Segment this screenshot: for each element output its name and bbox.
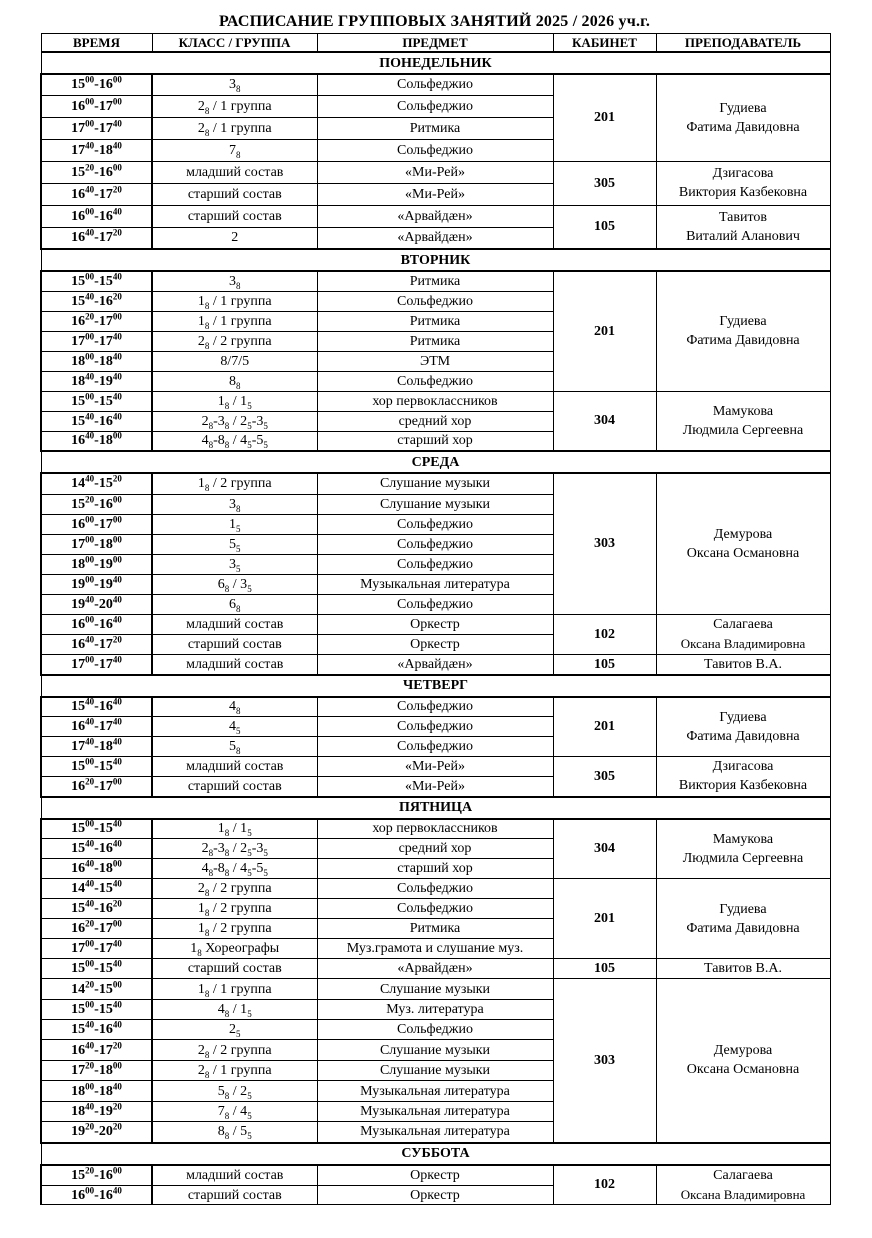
time-cell: $17^{20}-18^{00}$	[41, 1061, 152, 1081]
table-row	[41, 959, 830, 979]
time-cell: $15^{00}-15^{40}$	[41, 391, 152, 411]
time-cell: $15^{40}-16^{20}$	[41, 899, 152, 919]
subject-cell: Музыкальная литература	[317, 1122, 553, 1143]
group-cell: $2_8 / 1$ группа	[152, 1061, 317, 1081]
day-row	[41, 451, 830, 473]
time-cell: $14^{40}-15^{40}$	[41, 879, 152, 899]
subject-cell: Музыкальная литература	[317, 574, 553, 594]
teacher-name-line: Демурова	[713, 1043, 773, 1059]
teacher-name-line: Мамукова	[712, 831, 774, 847]
table-row	[41, 879, 830, 899]
page-title: РАСПИСАНИЕ ГРУППОВЫХ ЗАНЯТИЙ 2025 / 2026 уч.г.	[218, 13, 651, 30]
subject-cell: Сольфеджио	[317, 74, 553, 95]
teacher-name-line: Людмила Сергеевна	[682, 850, 804, 866]
teacher-cell	[656, 271, 830, 391]
room-cell: 304	[553, 819, 656, 879]
header-teacher: ПРЕПОДАВАТЕЛЬ	[656, 34, 830, 53]
table-row	[41, 473, 830, 494]
time-cell: $18^{40}-19^{20}$	[41, 1102, 152, 1122]
group-cell: $2_8 / 1$ группа	[152, 95, 317, 117]
table-row	[41, 205, 830, 227]
subject-cell: Слушание музыки	[317, 979, 553, 1000]
time-cell: $18^{40}-19^{40}$	[41, 371, 152, 391]
teacher-name-line: Гудиева	[719, 314, 767, 330]
group-cell: старший состав	[152, 1186, 317, 1205]
room-cell: 303	[553, 473, 656, 614]
teacher-name-line: Виталий Аланович	[686, 228, 800, 244]
subject-cell: Сольфеджио	[317, 371, 553, 391]
subject-cell: Сольфеджио	[317, 899, 553, 919]
group-cell: $1_5$	[152, 514, 317, 534]
subject-cell: средний хор	[317, 839, 553, 859]
subject-cell: Сольфеджио	[317, 139, 553, 161]
time-cell: $15^{20}-16^{00}$	[41, 161, 152, 183]
group-cell: $4_8-8_8 / 4_5-5_5$	[152, 859, 317, 879]
table-row	[41, 1165, 830, 1186]
subject-cell: средний хор	[317, 411, 553, 431]
room-cell: 201	[553, 879, 656, 959]
time-cell: $16^{20}-17^{00}$	[41, 777, 152, 797]
group-cell: $4_8-8_8 / 4_5-5_5$	[152, 431, 317, 451]
group-cell: $1_8 / 1$ группа	[152, 291, 317, 311]
time-cell: $16^{00}-16^{40}$	[41, 1186, 152, 1205]
subject-cell: старший хор	[317, 859, 553, 879]
group-cell: младший состав	[152, 1165, 317, 1186]
table-row	[41, 654, 830, 675]
teacher-name-line: Тавитов	[718, 209, 768, 225]
time-cell: $18^{00}-19^{00}$	[41, 554, 152, 574]
time-cell: $16^{40}-17^{20}$	[41, 634, 152, 654]
group-cell: $7_8$	[152, 139, 317, 161]
subject-cell: Слушание музыки	[317, 1061, 553, 1081]
group-cell: $4_8$	[152, 697, 317, 717]
time-cell: $16^{40}-18^{00}$	[41, 431, 152, 451]
time-cell: $17^{00}-18^{00}$	[41, 534, 152, 554]
teacher-name-line: Гудиева	[719, 709, 767, 725]
teacher-name-line: Фатима Давидовна	[686, 119, 800, 135]
table-row	[41, 614, 830, 634]
time-cell: $15^{00}-15^{40}$	[41, 757, 152, 777]
subject-cell: Музыкальная литература	[317, 1081, 553, 1102]
subject-cell: Сольфеджио	[317, 737, 553, 757]
group-cell: 8/7/5	[152, 351, 317, 371]
subject-cell: Ритмика	[317, 311, 553, 331]
time-cell: $15^{00}-16^{00}$	[41, 74, 152, 95]
time-cell: $16^{00}-16^{40}$	[41, 205, 152, 227]
subject-cell: «Арвайдæн»	[317, 654, 553, 675]
subject-cell: Оркестр	[317, 1186, 553, 1205]
group-cell: старший состав	[152, 634, 317, 654]
group-cell: $5_5$	[152, 534, 317, 554]
group-cell: $5_8 / 2_5$	[152, 1081, 317, 1102]
subject-cell: Слушание музыки	[317, 1040, 553, 1061]
teacher-name-line: Салагаева	[713, 1167, 773, 1183]
table-row	[41, 697, 830, 717]
teacher-cell	[656, 391, 830, 451]
group-cell: $3_5$	[152, 554, 317, 574]
group-cell: $2_8 / 2$ группа	[152, 879, 317, 899]
time-cell: $16^{20}-17^{00}$	[41, 919, 152, 939]
teacher-name-line: Тавитов В.А.	[703, 656, 782, 672]
teacher-cell	[656, 959, 830, 979]
subject-cell: Оркестр	[317, 614, 553, 634]
header-room: КАБИНЕТ	[553, 34, 656, 53]
subject-cell: «Ми-Рей»	[317, 777, 553, 797]
room-cell: 201	[553, 74, 656, 161]
teacher-cell	[656, 697, 830, 757]
schedule-body	[41, 52, 830, 1205]
teacher-name-line: Демурова	[713, 526, 773, 542]
group-cell: $2_8-3_8 / 2_5-3_5$	[152, 839, 317, 859]
teacher-name-line: Фатима Давидовна	[686, 728, 800, 744]
time-cell: $17^{00}-17^{40}$	[41, 117, 152, 139]
time-cell: $17^{00}-17^{40}$	[41, 939, 152, 959]
subject-cell: Слушание музыки	[317, 473, 553, 494]
teacher-name-line: Дзигасова	[712, 166, 774, 181]
header-group: КЛАСС / ГРУППА	[152, 34, 317, 53]
table-row	[41, 391, 830, 411]
time-cell: $18^{00}-18^{40}$	[41, 1081, 152, 1102]
teacher-name-line: Мамукова	[712, 403, 774, 419]
subject-cell: хор первоклассников	[317, 819, 553, 839]
time-cell: $15^{20}-16^{00}$	[41, 494, 152, 514]
group-cell: старший состав	[152, 959, 317, 979]
time-cell: $15^{40}-16^{40}$	[41, 411, 152, 431]
room-cell: 105	[553, 205, 656, 249]
room-cell: 102	[553, 614, 656, 654]
table-row	[41, 161, 830, 183]
subject-cell: Ритмика	[317, 919, 553, 939]
teacher-name-line: Дзигасова	[712, 759, 774, 775]
time-cell: $14^{40}-15^{20}$	[41, 473, 152, 494]
teacher-name-line: Салагаева	[713, 617, 773, 632]
subject-cell: «Ми-Рей»	[317, 757, 553, 777]
subject-cell: Оркестр	[317, 1165, 553, 1186]
subject-cell: «Арвайдæн»	[317, 227, 553, 249]
time-cell: $15^{00}-15^{40}$	[41, 819, 152, 839]
teacher-cell	[656, 473, 830, 614]
teacher-name-line: Оксана Владимировна	[680, 636, 806, 651]
group-cell: младший состав	[152, 757, 317, 777]
day-name: ЧЕТВЕРГ	[41, 675, 830, 697]
room-cell: 303	[553, 979, 656, 1143]
subject-cell: Ритмика	[317, 271, 553, 291]
group-cell: $8_8$	[152, 371, 317, 391]
group-cell: $2_8 / 2$ группа	[152, 1040, 317, 1061]
subject-cell: Сольфеджио	[317, 95, 553, 117]
header-time: ВРЕМЯ	[41, 34, 152, 53]
subject-cell: Сольфеджио	[317, 514, 553, 534]
time-cell: $16^{40}-17^{20}$	[41, 227, 152, 249]
room-cell: 102	[553, 1165, 656, 1205]
teacher-name-line: Людмила Сергеевна	[682, 422, 804, 438]
subject-cell: Сольфеджио	[317, 717, 553, 737]
teacher-cell	[656, 614, 830, 654]
time-cell: $16^{20}-17^{00}$	[41, 311, 152, 331]
room-cell: 201	[553, 697, 656, 757]
day-row	[41, 1143, 830, 1165]
teacher-cell	[656, 1165, 830, 1205]
group-cell: $1_8 / 2$ группа	[152, 919, 317, 939]
time-cell: $17^{40}-18^{40}$	[41, 139, 152, 161]
group-cell: $5_8$	[152, 737, 317, 757]
subject-cell: «Ми-Рей»	[317, 161, 553, 183]
subject-cell: Слушание музыки	[317, 494, 553, 514]
time-cell: $16^{40}-17^{20}$	[41, 183, 152, 205]
teacher-cell	[656, 819, 830, 879]
group-cell: старший состав	[152, 777, 317, 797]
group-cell: 2	[152, 227, 317, 249]
room-cell: 304	[553, 391, 656, 451]
day-row	[41, 797, 830, 819]
teacher-name-line: Оксана Османовна	[686, 1062, 800, 1078]
teacher-name-line: Виктория Казбековна	[678, 185, 808, 200]
subject-cell: Сольфеджио	[317, 554, 553, 574]
group-cell: старший состав	[152, 205, 317, 227]
subject-cell: Сольфеджио	[317, 697, 553, 717]
subject-cell: Сольфеджио	[317, 879, 553, 899]
group-cell: $1_8 / 1$ группа	[152, 311, 317, 331]
subject-cell: ЭТМ	[317, 351, 553, 371]
group-cell: $2_8 / 1$ группа	[152, 117, 317, 139]
room-cell: 105	[553, 959, 656, 979]
time-cell: $16^{40}-18^{00}$	[41, 859, 152, 879]
subject-cell: Сольфеджио	[317, 291, 553, 311]
header-subject: ПРЕДМЕТ	[317, 34, 553, 53]
group-cell: младший состав	[152, 161, 317, 183]
group-cell: $1_8 / 1$ группа	[152, 979, 317, 1000]
teacher-cell	[656, 879, 830, 959]
time-cell: $16^{00}-17^{00}$	[41, 514, 152, 534]
group-cell: $7_8 / 4_5$	[152, 1102, 317, 1122]
time-cell: $17^{40}-18^{40}$	[41, 737, 152, 757]
time-cell: $15^{20}-16^{00}$	[41, 1165, 152, 1186]
time-cell: $19^{20}-20^{20}$	[41, 1122, 152, 1143]
header-row	[41, 34, 830, 53]
subject-cell: «Арвайдæн»	[317, 205, 553, 227]
day-name: ПЯТНИЦА	[41, 797, 830, 819]
subject-cell: Муз. литература	[317, 1000, 553, 1020]
teacher-cell	[656, 757, 830, 797]
subject-cell: «Ми-Рей»	[317, 183, 553, 205]
teacher-name-line: Тавитов В.А.	[703, 961, 782, 976]
teacher-cell	[656, 161, 830, 205]
group-cell: $3_8$	[152, 271, 317, 291]
teacher-cell	[656, 205, 830, 249]
subject-cell: Сольфеджио	[317, 594, 553, 614]
time-cell: $15^{00}-15^{40}$	[41, 959, 152, 979]
group-cell: $1_8 / 2$ группа	[152, 473, 317, 494]
subject-cell: Ритмика	[317, 117, 553, 139]
time-cell: $16^{00}-16^{40}$	[41, 614, 152, 634]
subject-cell: хор первоклассников	[317, 391, 553, 411]
time-cell: $15^{40}-16^{40}$	[41, 697, 152, 717]
time-cell: $18^{00}-18^{40}$	[41, 351, 152, 371]
time-cell: $19^{40}-20^{40}$	[41, 594, 152, 614]
group-cell: $6_8 / 3_5$	[152, 574, 317, 594]
time-cell: $15^{40}-16^{40}$	[41, 1020, 152, 1040]
group-cell: $6_8$	[152, 594, 317, 614]
room-cell: 105	[553, 654, 656, 675]
group-cell: $1_8 / 2$ группа	[152, 899, 317, 919]
time-cell: $16^{40}-17^{20}$	[41, 1040, 152, 1061]
day-name: ВТОРНИК	[41, 249, 830, 271]
room-cell: 305	[553, 161, 656, 205]
subject-cell: Муз.грамота и слушание муз.	[317, 939, 553, 959]
teacher-name-line: Оксана Османовна	[686, 545, 800, 561]
schedule-table	[40, 33, 831, 1205]
group-cell: $3_8$	[152, 494, 317, 514]
group-cell: $2_5$	[152, 1020, 317, 1040]
group-cell: младший состав	[152, 654, 317, 675]
group-cell: $4_8 / 1_5$	[152, 1000, 317, 1020]
teacher-name-line: Гудиева	[719, 100, 767, 116]
group-cell: младший состав	[152, 614, 317, 634]
teacher-name-line: Виктория Казбековна	[678, 778, 808, 794]
group-cell: $1_8$ Хореографы	[152, 939, 317, 959]
subject-cell: «Арвайдæн»	[317, 959, 553, 979]
table-row	[41, 979, 830, 1000]
table-row	[41, 271, 830, 291]
time-cell: $15^{00}-15^{40}$	[41, 271, 152, 291]
day-row	[41, 52, 830, 74]
group-cell: $8_8 / 5_5$	[152, 1122, 317, 1143]
table-row	[41, 74, 830, 95]
subject-cell: Сольфеджио	[317, 534, 553, 554]
time-cell: $16^{40}-17^{40}$	[41, 717, 152, 737]
subject-cell: Ритмика	[317, 331, 553, 351]
group-cell: $3_8$	[152, 74, 317, 95]
table-row	[41, 757, 830, 777]
group-cell: $2_8 / 2$ группа	[152, 331, 317, 351]
day-row	[41, 249, 830, 271]
time-cell: $15^{40}-16^{20}$	[41, 291, 152, 311]
room-cell: 305	[553, 757, 656, 797]
day-row	[41, 675, 830, 697]
group-cell: $1_8 / 1_5$	[152, 819, 317, 839]
day-name: СРЕДА	[41, 451, 830, 473]
time-cell: $15^{40}-16^{40}$	[41, 839, 152, 859]
day-name: СУББОТА	[41, 1143, 830, 1165]
subject-cell: Сольфеджио	[317, 1020, 553, 1040]
group-cell: $4_5$	[152, 717, 317, 737]
subject-cell: Оркестр	[317, 634, 553, 654]
time-cell: $16^{00}-17^{00}$	[41, 95, 152, 117]
time-cell: $15^{00}-15^{40}$	[41, 1000, 152, 1020]
time-cell: $14^{20}-15^{00}$	[41, 979, 152, 1000]
group-cell: старший состав	[152, 183, 317, 205]
group-cell: $1_8 / 1_5$	[152, 391, 317, 411]
room-cell: 201	[553, 271, 656, 391]
subject-cell: старший хор	[317, 431, 553, 451]
teacher-name-line: Оксана Владимировна	[680, 1186, 806, 1202]
time-cell: $19^{00}-19^{40}$	[41, 574, 152, 594]
day-name: ПОНЕДЕЛЬНИК	[41, 52, 830, 74]
teacher-cell	[656, 74, 830, 161]
time-cell: $17^{00}-17^{40}$	[41, 331, 152, 351]
teacher-name-line: Фатима Давидовна	[686, 333, 800, 349]
teacher-name-line: Фатима Давидовна	[686, 920, 800, 936]
time-cell: $17^{00}-17^{40}$	[41, 654, 152, 675]
table-row	[41, 819, 830, 839]
teacher-name-line: Гудиева	[719, 901, 767, 917]
group-cell: $2_8-3_8 / 2_5-3_5$	[152, 411, 317, 431]
subject-cell: Музыкальная литература	[317, 1102, 553, 1122]
teacher-cell	[656, 654, 830, 675]
teacher-cell	[656, 979, 830, 1143]
